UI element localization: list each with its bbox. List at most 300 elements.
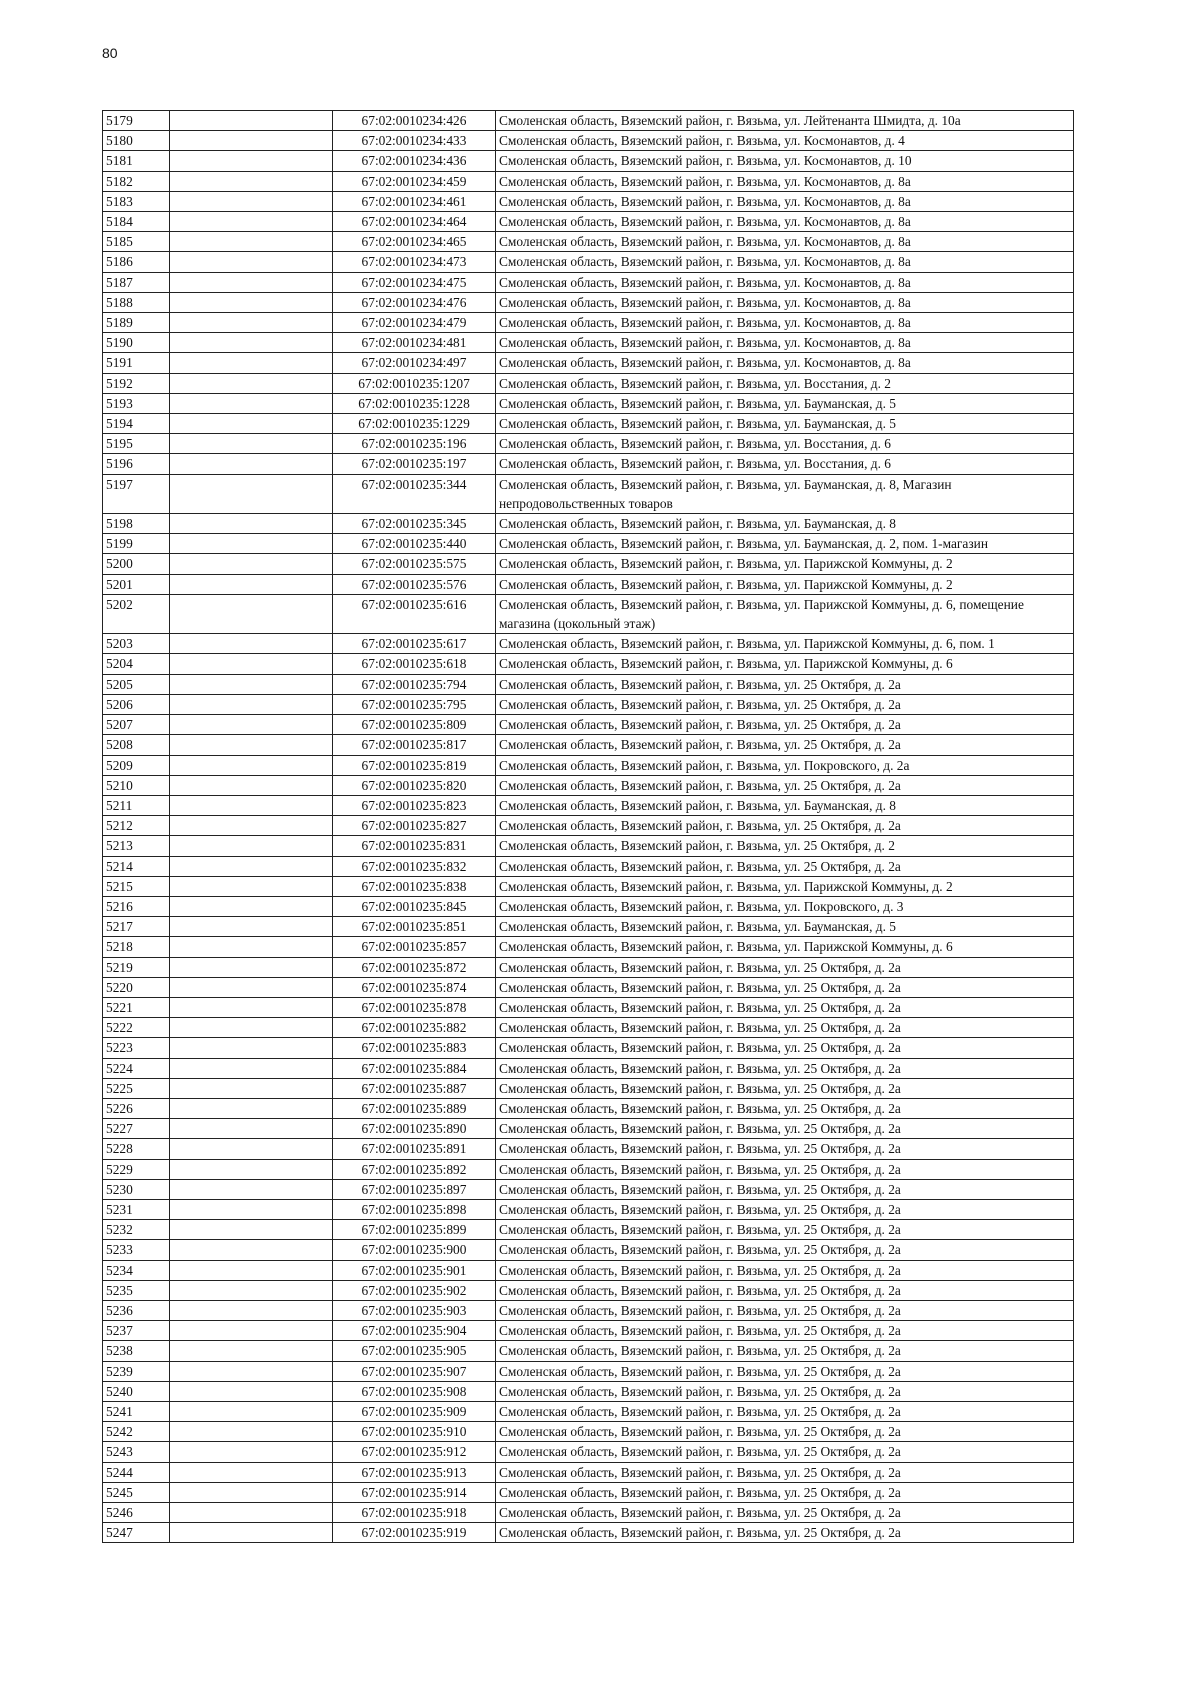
address-cell: Смоленская область, Вяземский район, г. Вязьма, ул. Космонавтов, д. 10 — [496, 151, 1074, 171]
cadastral-number-cell: 67:02:0010234:433 — [333, 131, 496, 151]
address-cell: Смоленская область, Вяземский район, г. Вязьма, ул. 25 Октября, д. 2а — [496, 1300, 1074, 1320]
empty-cell — [170, 1300, 333, 1320]
row-number-cell: 5222 — [103, 1018, 170, 1038]
address-cell: Смоленская область, Вяземский район, г. Вязьма, ул. 25 Октября, д. 2а — [496, 1018, 1074, 1038]
address-cell: Смоленская область, Вяземский район, г. Вязьма, ул. 25 Октября, д. 2а — [496, 1321, 1074, 1341]
empty-cell — [170, 1038, 333, 1058]
row-number-cell: 5229 — [103, 1159, 170, 1179]
empty-cell — [170, 997, 333, 1017]
address-cell: Смоленская область, Вяземский район, г. Вязьма, ул. 25 Октября, д. 2 — [496, 836, 1074, 856]
address-cell: Смоленская область, Вяземский район, г. Вязьма, ул. 25 Октября, д. 2а — [496, 856, 1074, 876]
cadastral-number-cell: 67:02:0010235:918 — [333, 1503, 496, 1523]
empty-cell — [170, 755, 333, 775]
table-row — [103, 735, 1074, 755]
empty-cell — [170, 1179, 333, 1199]
registry-table — [102, 110, 1074, 1543]
address-cell: Смоленская область, Вяземский район, г. Вязьма, ул. Бауманская, д. 2, пом. 1-магазин — [496, 534, 1074, 554]
row-number-cell: 5189 — [103, 313, 170, 333]
row-number-cell: 5187 — [103, 272, 170, 292]
cadastral-number-cell: 67:02:0010235:820 — [333, 775, 496, 795]
empty-cell — [170, 1018, 333, 1038]
table-row — [103, 1098, 1074, 1118]
table-row — [103, 997, 1074, 1017]
row-number-cell: 5205 — [103, 674, 170, 694]
address-cell: Смоленская область, Вяземский район, г. Вязьма, ул. Восстания, д. 2 — [496, 373, 1074, 393]
cadastral-number-cell: 67:02:0010235:1229 — [333, 414, 496, 434]
cadastral-number-cell: 67:02:0010235:576 — [333, 574, 496, 594]
row-number-cell: 5214 — [103, 856, 170, 876]
address-cell: Смоленская область, Вяземский район, г. Вязьма, ул. Парижской Коммуны, д. 6, помещение магазина (цокольный этаж) — [496, 594, 1074, 633]
address-cell: Смоленская область, Вяземский район, г. Вязьма, ул. Восстания, д. 6 — [496, 434, 1074, 454]
address-cell: Смоленская область, Вяземский район, г. Вязьма, ул. Покровского, д. 3 — [496, 896, 1074, 916]
cadastral-number-cell: 67:02:0010235:809 — [333, 715, 496, 735]
empty-cell — [170, 272, 333, 292]
table-row — [103, 212, 1074, 232]
cadastral-number-cell: 67:02:0010235:909 — [333, 1402, 496, 1422]
address-cell: Смоленская область, Вяземский район, г. Вязьма, ул. 25 Октября, д. 2а — [496, 1523, 1074, 1543]
address-cell: Смоленская область, Вяземский район, г. Вязьма, ул. 25 Октября, д. 2а — [496, 1442, 1074, 1462]
empty-cell — [170, 775, 333, 795]
table-row — [103, 1462, 1074, 1482]
empty-cell — [170, 574, 333, 594]
row-number-cell: 5237 — [103, 1321, 170, 1341]
cadastral-number-cell: 67:02:0010235:617 — [333, 634, 496, 654]
cadastral-number-cell: 67:02:0010235:344 — [333, 474, 496, 513]
row-number-cell: 5242 — [103, 1422, 170, 1442]
address-cell: Смоленская область, Вяземский район, г. Вязьма, ул. 25 Октября, д. 2а — [496, 957, 1074, 977]
table-row — [103, 514, 1074, 534]
address-cell: Смоленская область, Вяземский район, г. Вязьма, ул. 25 Октября, д. 2а — [496, 775, 1074, 795]
cadastral-number-cell: 67:02:0010235:1228 — [333, 393, 496, 413]
row-number-cell: 5228 — [103, 1139, 170, 1159]
address-cell: Смоленская область, Вяземский район, г. Вязьма, ул. 25 Октября, д. 2а — [496, 977, 1074, 997]
row-number-cell: 5183 — [103, 191, 170, 211]
table-row — [103, 373, 1074, 393]
address-cell: Смоленская область, Вяземский район, г. Вязьма, ул. Космонавтов, д. 8а — [496, 292, 1074, 312]
table-row — [103, 634, 1074, 654]
cadastral-number-cell: 67:02:0010234:497 — [333, 353, 496, 373]
row-number-cell: 5211 — [103, 795, 170, 815]
table-row — [103, 1119, 1074, 1139]
cadastral-number-cell: 67:02:0010235:898 — [333, 1199, 496, 1219]
row-number-cell: 5188 — [103, 292, 170, 312]
table-row — [103, 1503, 1074, 1523]
row-number-cell: 5209 — [103, 755, 170, 775]
row-number-cell: 5212 — [103, 816, 170, 836]
address-cell: Смоленская область, Вяземский район, г. Вязьма, ул. 25 Октября, д. 2а — [496, 1260, 1074, 1280]
row-number-cell: 5227 — [103, 1119, 170, 1139]
cadastral-number-cell: 67:02:0010234:479 — [333, 313, 496, 333]
cadastral-number-cell: 67:02:0010234:461 — [333, 191, 496, 211]
empty-cell — [170, 313, 333, 333]
row-number-cell: 5193 — [103, 393, 170, 413]
table-row — [103, 896, 1074, 916]
address-cell: Смоленская область, Вяземский район, г. Вязьма, ул. Космонавтов, д. 8а — [496, 252, 1074, 272]
address-cell: Смоленская область, Вяземский район, г. Вязьма, ул. 25 Октября, д. 2а — [496, 1220, 1074, 1240]
table-row — [103, 414, 1074, 434]
table-row — [103, 353, 1074, 373]
empty-cell — [170, 131, 333, 151]
empty-cell — [170, 1078, 333, 1098]
cadastral-number-cell: 67:02:0010235:884 — [333, 1058, 496, 1078]
empty-cell — [170, 373, 333, 393]
empty-cell — [170, 1361, 333, 1381]
empty-cell — [170, 252, 333, 272]
table-row — [103, 654, 1074, 674]
row-number-cell: 5215 — [103, 876, 170, 896]
cadastral-number-cell: 67:02:0010235:345 — [333, 514, 496, 534]
empty-cell — [170, 1199, 333, 1219]
row-number-cell: 5182 — [103, 171, 170, 191]
row-number-cell: 5201 — [103, 574, 170, 594]
address-cell: Смоленская область, Вяземский район, г. Вязьма, ул. 25 Октября, д. 2а — [496, 1078, 1074, 1098]
address-cell: Смоленская область, Вяземский район, г. Вязьма, ул. Космонавтов, д. 8а — [496, 171, 1074, 191]
row-number-cell: 5238 — [103, 1341, 170, 1361]
table-row — [103, 252, 1074, 272]
empty-cell — [170, 1523, 333, 1543]
table-row — [103, 1422, 1074, 1442]
empty-cell — [170, 1422, 333, 1442]
table-row — [103, 272, 1074, 292]
row-number-cell: 5234 — [103, 1260, 170, 1280]
cadastral-number-cell: 67:02:0010234:475 — [333, 272, 496, 292]
address-cell: Смоленская область, Вяземский район, г. Вязьма, ул. Парижской Коммуны, д. 6 — [496, 654, 1074, 674]
address-cell: Смоленская область, Вяземский район, г. Вязьма, ул. Космонавтов, д. 8а — [496, 353, 1074, 373]
cadastral-number-cell: 67:02:0010235:878 — [333, 997, 496, 1017]
cadastral-number-cell: 67:02:0010235:823 — [333, 795, 496, 815]
table-row — [103, 131, 1074, 151]
empty-cell — [170, 1280, 333, 1300]
empty-cell — [170, 917, 333, 937]
address-cell: Смоленская область, Вяземский район, г. Вязьма, ул. Космонавтов, д. 8а — [496, 313, 1074, 333]
row-number-cell: 5207 — [103, 715, 170, 735]
address-cell: Смоленская область, Вяземский район, г. Вязьма, ул. 25 Октября, д. 2а — [496, 1038, 1074, 1058]
address-cell: Смоленская область, Вяземский район, г. Вязьма, ул. Космонавтов, д. 8а — [496, 191, 1074, 211]
table-row — [103, 1280, 1074, 1300]
address-cell: Смоленская область, Вяземский район, г. Вязьма, ул. Бауманская, д. 8, Магазин непродовольственных товаров — [496, 474, 1074, 513]
empty-cell — [170, 191, 333, 211]
empty-cell — [170, 1058, 333, 1078]
address-cell: Смоленская область, Вяземский район, г. Вязьма, ул. 25 Октября, д. 2а — [496, 1462, 1074, 1482]
row-number-cell: 5219 — [103, 957, 170, 977]
table-row — [103, 151, 1074, 171]
cadastral-number-cell: 67:02:0010235:1207 — [333, 373, 496, 393]
empty-cell — [170, 393, 333, 413]
table-row — [103, 775, 1074, 795]
table-row — [103, 1442, 1074, 1462]
row-number-cell: 5210 — [103, 775, 170, 795]
empty-cell — [170, 634, 333, 654]
cadastral-number-cell: 67:02:0010235:891 — [333, 1139, 496, 1159]
cadastral-number-cell: 67:02:0010234:481 — [333, 333, 496, 353]
table-row — [103, 313, 1074, 333]
empty-cell — [170, 1442, 333, 1462]
row-number-cell: 5245 — [103, 1482, 170, 1502]
cadastral-number-cell: 67:02:0010235:832 — [333, 856, 496, 876]
empty-cell — [170, 111, 333, 131]
empty-cell — [170, 212, 333, 232]
empty-cell — [170, 1220, 333, 1240]
cadastral-number-cell: 67:02:0010235:618 — [333, 654, 496, 674]
empty-cell — [170, 977, 333, 997]
address-cell: Смоленская область, Вяземский район, г. Вязьма, ул. Парижской Коммуны, д. 6 — [496, 937, 1074, 957]
address-cell: Смоленская область, Вяземский район, г. Вязьма, ул. 25 Октября, д. 2а — [496, 1240, 1074, 1260]
cadastral-number-cell: 67:02:0010235:827 — [333, 816, 496, 836]
table-row — [103, 836, 1074, 856]
table-row — [103, 795, 1074, 815]
row-number-cell: 5230 — [103, 1179, 170, 1199]
empty-cell — [170, 674, 333, 694]
cadastral-number-cell: 67:02:0010235:874 — [333, 977, 496, 997]
empty-cell — [170, 1462, 333, 1482]
row-number-cell: 5216 — [103, 896, 170, 916]
cadastral-number-cell: 67:02:0010235:857 — [333, 937, 496, 957]
table-row — [103, 957, 1074, 977]
row-number-cell: 5235 — [103, 1280, 170, 1300]
table-row — [103, 333, 1074, 353]
row-number-cell: 5217 — [103, 917, 170, 937]
table-row — [103, 856, 1074, 876]
empty-cell — [170, 333, 333, 353]
empty-cell — [170, 514, 333, 534]
row-number-cell: 5225 — [103, 1078, 170, 1098]
address-cell: Смоленская область, Вяземский район, г. Вязьма, ул. 25 Октября, д. 2а — [496, 1402, 1074, 1422]
empty-cell — [170, 1139, 333, 1159]
empty-cell — [170, 654, 333, 674]
cadastral-number-cell: 67:02:0010234:473 — [333, 252, 496, 272]
empty-cell — [170, 434, 333, 454]
row-number-cell: 5226 — [103, 1098, 170, 1118]
table-row — [103, 694, 1074, 714]
cadastral-number-cell: 67:02:0010235:831 — [333, 836, 496, 856]
row-number-cell: 5246 — [103, 1503, 170, 1523]
cadastral-number-cell: 67:02:0010235:897 — [333, 1179, 496, 1199]
address-cell: Смоленская область, Вяземский район, г. Вязьма, ул. 25 Октября, д. 2а — [496, 1361, 1074, 1381]
address-cell: Смоленская область, Вяземский район, г. Вязьма, ул. Космонавтов, д. 8а — [496, 232, 1074, 252]
address-cell: Смоленская область, Вяземский район, г. Вязьма, ул. Парижской Коммуны, д. 2 — [496, 554, 1074, 574]
row-number-cell: 5203 — [103, 634, 170, 654]
table-row — [103, 1240, 1074, 1260]
address-cell: Смоленская область, Вяземский район, г. Вязьма, ул. 25 Октября, д. 2а — [496, 694, 1074, 714]
empty-cell — [170, 694, 333, 714]
table-row — [103, 674, 1074, 694]
address-cell: Смоленская область, Вяземский район, г. Вязьма, ул. 25 Октября, д. 2а — [496, 1381, 1074, 1401]
empty-cell — [170, 414, 333, 434]
table-row — [103, 1159, 1074, 1179]
address-cell: Смоленская область, Вяземский район, г. Вязьма, ул. 25 Октября, д. 2а — [496, 715, 1074, 735]
empty-cell — [170, 1503, 333, 1523]
cadastral-number-cell: 67:02:0010235:919 — [333, 1523, 496, 1543]
row-number-cell: 5241 — [103, 1402, 170, 1422]
address-cell: Смоленская область, Вяземский район, г. Вязьма, ул. 25 Октября, д. 2а — [496, 674, 1074, 694]
table-row — [103, 232, 1074, 252]
row-number-cell: 5184 — [103, 212, 170, 232]
table-row — [103, 1361, 1074, 1381]
row-number-cell: 5199 — [103, 534, 170, 554]
cadastral-number-cell: 67:02:0010235:901 — [333, 1260, 496, 1280]
row-number-cell: 5195 — [103, 434, 170, 454]
table-row — [103, 292, 1074, 312]
page-number: 80 — [102, 45, 118, 61]
table-row — [103, 1058, 1074, 1078]
cadastral-number-cell: 67:02:0010235:914 — [333, 1482, 496, 1502]
empty-cell — [170, 594, 333, 633]
empty-cell — [170, 171, 333, 191]
address-cell: Смоленская область, Вяземский район, г. Вязьма, ул. Покровского, д. 2а — [496, 755, 1074, 775]
cadastral-number-cell: 67:02:0010235:912 — [333, 1442, 496, 1462]
table-row — [103, 554, 1074, 574]
empty-cell — [170, 836, 333, 856]
cadastral-number-cell: 67:02:0010235:900 — [333, 1240, 496, 1260]
table-row — [103, 534, 1074, 554]
empty-cell — [170, 795, 333, 815]
cadastral-number-cell: 67:02:0010235:907 — [333, 1361, 496, 1381]
cadastral-number-cell: 67:02:0010235:845 — [333, 896, 496, 916]
row-number-cell: 5232 — [103, 1220, 170, 1240]
cadastral-number-cell: 67:02:0010235:575 — [333, 554, 496, 574]
row-number-cell: 5240 — [103, 1381, 170, 1401]
table-row — [103, 434, 1074, 454]
cadastral-number-cell: 67:02:0010235:904 — [333, 1321, 496, 1341]
row-number-cell: 5190 — [103, 333, 170, 353]
row-number-cell: 5218 — [103, 937, 170, 957]
address-cell: Смоленская область, Вяземский район, г. Вязьма, ул. Бауманская, д. 8 — [496, 795, 1074, 815]
cadastral-number-cell: 67:02:0010234:436 — [333, 151, 496, 171]
cadastral-number-cell: 67:02:0010235:882 — [333, 1018, 496, 1038]
address-cell: Смоленская область, Вяземский район, г. Вязьма, ул. Бауманская, д. 8 — [496, 514, 1074, 534]
table-row — [103, 594, 1074, 633]
table-row — [103, 191, 1074, 211]
table-row — [103, 1402, 1074, 1422]
table-row — [103, 1018, 1074, 1038]
table-row — [103, 715, 1074, 735]
cadastral-number-cell: 67:02:0010235:905 — [333, 1341, 496, 1361]
table-row — [103, 876, 1074, 896]
registry-body — [103, 111, 1074, 1543]
cadastral-number-cell: 67:02:0010235:892 — [333, 1159, 496, 1179]
address-cell: Смоленская область, Вяземский район, г. Вязьма, ул. 25 Октября, д. 2а — [496, 1482, 1074, 1502]
cadastral-number-cell: 67:02:0010234:464 — [333, 212, 496, 232]
row-number-cell: 5239 — [103, 1361, 170, 1381]
row-number-cell: 5204 — [103, 654, 170, 674]
table-row — [103, 1381, 1074, 1401]
address-cell: Смоленская область, Вяземский район, г. Вязьма, ул. 25 Октября, д. 2а — [496, 1119, 1074, 1139]
row-number-cell: 5224 — [103, 1058, 170, 1078]
cadastral-number-cell: 67:02:0010234:426 — [333, 111, 496, 131]
table-row — [103, 1078, 1074, 1098]
cadastral-number-cell: 67:02:0010235:883 — [333, 1038, 496, 1058]
row-number-cell: 5179 — [103, 111, 170, 131]
table-row — [103, 1038, 1074, 1058]
cadastral-number-cell: 67:02:0010235:872 — [333, 957, 496, 977]
cadastral-number-cell: 67:02:0010235:910 — [333, 1422, 496, 1442]
table-row — [103, 474, 1074, 513]
address-cell: Смоленская область, Вяземский район, г. Вязьма, ул. 25 Октября, д. 2а — [496, 1280, 1074, 1300]
table-row — [103, 1321, 1074, 1341]
cadastral-number-cell: 67:02:0010235:903 — [333, 1300, 496, 1320]
empty-cell — [170, 151, 333, 171]
table-row — [103, 111, 1074, 131]
table-row — [103, 171, 1074, 191]
cadastral-number-cell: 67:02:0010235:196 — [333, 434, 496, 454]
empty-cell — [170, 1260, 333, 1280]
empty-cell — [170, 353, 333, 373]
address-cell: Смоленская область, Вяземский район, г. Вязьма, ул. 25 Октября, д. 2а — [496, 1341, 1074, 1361]
cadastral-number-cell: 67:02:0010235:851 — [333, 917, 496, 937]
cadastral-number-cell: 67:02:0010235:616 — [333, 594, 496, 633]
address-cell: Смоленская область, Вяземский район, г. Вязьма, ул. Космонавтов, д. 8а — [496, 272, 1074, 292]
cadastral-number-cell: 67:02:0010235:889 — [333, 1098, 496, 1118]
address-cell: Смоленская область, Вяземский район, г. Вязьма, ул. 25 Октября, д. 2а — [496, 1199, 1074, 1219]
table-row — [103, 1139, 1074, 1159]
table-row — [103, 574, 1074, 594]
empty-cell — [170, 554, 333, 574]
row-number-cell: 5198 — [103, 514, 170, 534]
empty-cell — [170, 1321, 333, 1341]
empty-cell — [170, 715, 333, 735]
row-number-cell: 5220 — [103, 977, 170, 997]
table-row — [103, 977, 1074, 997]
row-number-cell: 5191 — [103, 353, 170, 373]
cadastral-number-cell: 67:02:0010235:887 — [333, 1078, 496, 1098]
cadastral-number-cell: 67:02:0010234:459 — [333, 171, 496, 191]
cadastral-number-cell: 67:02:0010234:465 — [333, 232, 496, 252]
address-cell: Смоленская область, Вяземский район, г. Вязьма, ул. Лейтенанта Шмидта, д. 10а — [496, 111, 1074, 131]
empty-cell — [170, 735, 333, 755]
table-row — [103, 755, 1074, 775]
empty-cell — [170, 1159, 333, 1179]
cadastral-number-cell: 67:02:0010235:913 — [333, 1462, 496, 1482]
cadastral-number-cell: 67:02:0010235:197 — [333, 454, 496, 474]
row-number-cell: 5185 — [103, 232, 170, 252]
address-cell: Смоленская область, Вяземский район, г. Вязьма, ул. Парижской Коммуны, д. 2 — [496, 876, 1074, 896]
address-cell: Смоленская область, Вяземский район, г. Вязьма, ул. Бауманская, д. 5 — [496, 917, 1074, 937]
address-cell: Смоленская область, Вяземский район, г. Вязьма, ул. Парижской Коммуны, д. 2 — [496, 574, 1074, 594]
table-row — [103, 917, 1074, 937]
address-cell: Смоленская область, Вяземский район, г. Вязьма, ул. Космонавтов, д. 4 — [496, 131, 1074, 151]
empty-cell — [170, 856, 333, 876]
row-number-cell: 5236 — [103, 1300, 170, 1320]
address-cell: Смоленская область, Вяземский район, г. Вязьма, ул. 25 Октября, д. 2а — [496, 1179, 1074, 1199]
row-number-cell: 5247 — [103, 1523, 170, 1543]
table-row — [103, 1199, 1074, 1219]
address-cell: Смоленская область, Вяземский район, г. Вязьма, ул. Космонавтов, д. 8а — [496, 212, 1074, 232]
row-number-cell: 5200 — [103, 554, 170, 574]
empty-cell — [170, 1381, 333, 1401]
row-number-cell: 5192 — [103, 373, 170, 393]
address-cell: Смоленская область, Вяземский район, г. Вязьма, ул. 25 Октября, д. 2а — [496, 1058, 1074, 1078]
address-cell: Смоленская область, Вяземский район, г. Вязьма, ул. 25 Октября, д. 2а — [496, 1503, 1074, 1523]
empty-cell — [170, 232, 333, 252]
row-number-cell: 5194 — [103, 414, 170, 434]
table-row — [103, 1341, 1074, 1361]
row-number-cell: 5221 — [103, 997, 170, 1017]
row-number-cell: 5223 — [103, 1038, 170, 1058]
table-row — [103, 393, 1074, 413]
address-cell: Смоленская область, Вяземский район, г. Вязьма, ул. Восстания, д. 6 — [496, 454, 1074, 474]
empty-cell — [170, 474, 333, 513]
row-number-cell: 5186 — [103, 252, 170, 272]
cadastral-number-cell: 67:02:0010235:899 — [333, 1220, 496, 1240]
empty-cell — [170, 816, 333, 836]
row-number-cell: 5180 — [103, 131, 170, 151]
empty-cell — [170, 1119, 333, 1139]
cadastral-number-cell: 67:02:0010235:902 — [333, 1280, 496, 1300]
row-number-cell: 5196 — [103, 454, 170, 474]
table-row — [103, 1300, 1074, 1320]
cadastral-number-cell: 67:02:0010235:908 — [333, 1381, 496, 1401]
address-cell: Смоленская область, Вяземский район, г. Вязьма, ул. 25 Октября, д. 2а — [496, 997, 1074, 1017]
